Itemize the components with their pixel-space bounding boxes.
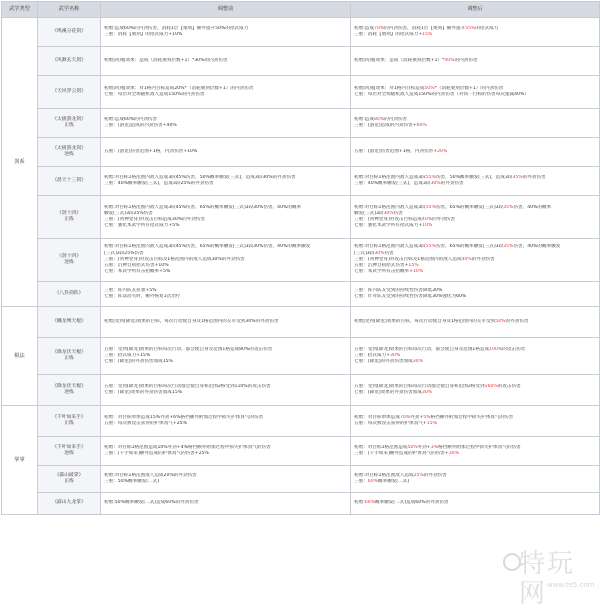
text-segment: 初始|受到[降龙]效果的目标，每次行动使自身及1格范围内的友军受到 [354, 318, 496, 324]
before-text-cell [101, 466, 351, 493]
text-segment: 七重：阵法消失时，额外恢复1次治疗 [104, 294, 181, 299]
before-text-cell [101, 196, 351, 239]
before-line [104, 149, 347, 155]
skill-name-cell [38, 167, 101, 196]
skill-name-cell [38, 282, 101, 307]
text-segment: 初始:造成60%的内劲伤害 [104, 116, 158, 122]
text-segment: 的内劲伤害 [384, 116, 408, 122]
skill-name-cell [38, 239, 101, 282]
before-text-cell [101, 138, 351, 167]
after-line [354, 421, 596, 427]
text-segment: 的外劲伤害 [423, 472, 447, 478]
text-segment: 的招式威力 [475, 25, 499, 31]
highlighted-value: 10% [422, 223, 433, 229]
skill-name: 《霹山九龙掌》 [52, 500, 86, 506]
skill-name: 《剑十四》 [57, 253, 81, 259]
skill-name: 《降龙伏天棍》 [52, 349, 86, 355]
text-segment: 三重：阵内队友受到的持续性伤害降低30% [354, 287, 443, 293]
skill-name-cell [38, 375, 101, 406]
watermark-circle-icon [503, 553, 521, 571]
after-line [354, 451, 596, 457]
highlighted-value: 70% [373, 25, 385, 31]
header-category: 武学类型 [2, 2, 38, 18]
text-segment: 初始:对目标1格范围内敌人造成3段 [354, 174, 426, 180]
after-line [354, 500, 596, 506]
highlighted-value: 10% [412, 269, 424, 275]
highlighted-value: 5% [423, 414, 431, 420]
skill-name-cell [38, 18, 101, 47]
text-segment: [三式]3段 [354, 250, 375, 256]
skill-name-cell [38, 437, 101, 466]
text-segment: 的内劲伤害 [454, 57, 478, 63]
after-text-cell [351, 406, 600, 437]
skill-name: 《天风穿云剑》 [52, 88, 86, 94]
highlighted-value: 35% [503, 244, 514, 250]
text-segment: 初始:对目标1格范围敌人造成20%的外劲伤害 [104, 472, 197, 478]
text-segment: [三式]3段25%伤害 [104, 250, 144, 256]
text-segment: 外劲+ [410, 414, 424, 420]
text-segment: 伤害 [393, 210, 403, 216]
header-after: 调整后 [351, 2, 600, 18]
text-segment: 概率触发[二式] [378, 479, 410, 484]
page [1, 1, 599, 609]
text-segment: 五重：受到[降龙]效果的目标每次行动都会使自身和范围2格受到 [354, 383, 485, 389]
skill-name-cell [38, 338, 101, 375]
table-row [2, 466, 600, 493]
text-segment: 五重：每次被攻击获得的护体真气+25% [104, 421, 187, 426]
text-segment: 初始:对目标1格范围内敌人造成3段45%伤害，50%概率触发[三式]，造成3段30%的外劲伤害 [104, 174, 296, 180]
text-segment: 三重：[游龙]造成的内劲伤害+40% [104, 123, 177, 128]
before-text-cell [101, 338, 351, 375]
before-line [104, 223, 347, 229]
text-segment: 七重：[降龙]效果的外劲伤害加成 [354, 390, 422, 395]
header-before: 调整前 [101, 2, 351, 18]
highlighted-value: 160% [484, 383, 498, 389]
after-text-cell [351, 338, 600, 375]
text-segment: 三重：招式威力+ [354, 352, 391, 358]
after-line [354, 58, 596, 64]
text-segment: 初始:50%概率触发[二式]造成60%的外劲伤害 [104, 500, 199, 506]
watermark-logo [499, 547, 599, 609]
text-segment: 三重：阵内队友抗暑+5% [104, 287, 157, 293]
table-row [2, 406, 600, 437]
skill-variant: 逆练 [64, 390, 74, 395]
text-segment: 三重：消耗【栗刻】的招式威力+ [354, 32, 423, 37]
skill-name: 《晨天十三剑》 [52, 177, 86, 183]
skill-name: 《太极游龙剑》 [52, 145, 86, 151]
text-segment: 五重：每次被攻击获得的护体真气+ [354, 421, 427, 426]
text-segment: 概率触发[二式]造成60%的外劲伤害 [374, 500, 449, 506]
text-segment: 初始|风翔|效果：对1格内目标造成 [354, 85, 425, 91]
after-line [354, 92, 596, 98]
text-segment: 七重：强化本武学所有招式威力+5% [104, 223, 180, 229]
after-text-cell [351, 282, 600, 307]
after-text-cell [351, 375, 600, 406]
skill-name-cell [38, 76, 101, 109]
table-row [2, 47, 600, 76]
skill-name: 《鸣溪分花剑》 [52, 28, 86, 34]
skill-name: 《蟠龙缚天棍》 [52, 318, 86, 324]
text-segment: 三重：50%概率触发[二式] [104, 479, 160, 484]
highlighted-value: 50% [424, 85, 435, 91]
skill-name-cell [38, 196, 101, 239]
after-line [354, 479, 596, 485]
before-text-cell [101, 437, 351, 466]
text-segment: 五重：沉神自损招式伤害+10% [104, 263, 169, 269]
highlighted-value: 35% [503, 204, 514, 210]
text-segment: 外劲+ [417, 444, 431, 450]
after-text-cell [351, 437, 600, 466]
highlighted-value: 70% [399, 414, 411, 420]
text-segment: 初始：对目标1格范围造成10%外劲+4%格挡额外附加过程中损失护体真气的伤害 [104, 444, 271, 450]
after-text-cell [351, 138, 600, 167]
highlighted-value: 100% [489, 346, 503, 352]
text-segment: 初始:造成 [354, 116, 374, 122]
text-segment: 七重：本武学所有击招概率+ [354, 269, 413, 275]
text-segment: 三重：[游龙]造成的内劲伤害+ [354, 123, 417, 128]
after-text-cell [351, 307, 600, 338]
text-segment: 初始|风翔|效果：造成（消耗栗刻层数+1）*30%的内劲伤害 [104, 57, 228, 63]
text-segment: 的外劲伤害 [505, 318, 529, 324]
text-segment: 初始：对目标单体造成15%外劲+6%格挡额外附加过程中损失护体真气的伤害 [104, 414, 264, 420]
highlighted-value: 30% [383, 210, 394, 216]
after-line [354, 223, 596, 229]
after-text-cell [351, 196, 600, 239]
after-text-cell [351, 466, 600, 493]
table-row [2, 338, 600, 375]
highlighted-value: 30% [374, 250, 385, 256]
text-segment: 三重：[剑神金身]对攻击目标及1格范围内的敌人造成30%的外劲伤害 [104, 256, 245, 262]
skill-name-cell [38, 466, 101, 493]
highlighted-value: 40% [461, 256, 472, 262]
skill-name: 《千叶如来手》 [52, 444, 86, 450]
text-segment: 初始：对目标单体造成 [354, 414, 400, 420]
text-segment: 的内劲伤害，消耗1层【栗刻】额外提升 [384, 25, 466, 31]
text-segment: 初始|风翔|效果：对1格内目标造成20%*（消耗栗刻层数+1）的内劲伤害 [104, 85, 254, 91]
skill-name: 《剑十四》 [57, 210, 81, 216]
before-line [104, 32, 347, 38]
highlighted-value: 60% [367, 479, 379, 484]
skill-name-cell [38, 307, 101, 338]
text-segment: 五重：[游龙]伤害范围+1格，内劲伤害+ [354, 148, 438, 154]
text-segment: 初始:造成60%的内劲伤害，消耗1层【栗刻】额外提升50%的招式威力 [104, 25, 249, 31]
highlighted-value: 30% [390, 352, 401, 358]
before-text-cell [101, 167, 351, 196]
skill-variant: 逆练 [64, 152, 74, 157]
highlighted-value: 15% [426, 421, 437, 426]
after-text-cell [351, 109, 600, 138]
text-segment: 三重：招式威力+15% [104, 352, 151, 358]
table-row [2, 437, 600, 466]
text-segment: 初始：对目标1格范围造成 [354, 444, 408, 450]
after-line [354, 149, 596, 155]
text-segment: 初始:对目标1格范围内敌人造成3段45%伤害，65%的概率触发[三式]3段30%伤害，40%的概率 [104, 204, 302, 210]
skill-name: 《降龙伏天棍》 [52, 383, 86, 389]
table-row [2, 167, 600, 196]
text-segment: 初始|风翔|效果：造成（消耗栗刻层数+1）* [354, 57, 445, 63]
after-line [354, 319, 596, 325]
text-segment: 五重：沉神自损招式伤害+ [354, 263, 409, 269]
highlighted-value: 30% [421, 390, 433, 395]
text-segment: 格挡额外附加过程中损失护体真气的伤害 [430, 414, 514, 420]
highlighted-value: 55% [425, 174, 436, 180]
highlighted-value: 40% [421, 217, 433, 222]
highlighted-value: 40% [444, 57, 455, 63]
table-row [2, 375, 600, 406]
text-segment: 五重：受到[降龙]效果的目标每次行动，都会使自身及范围1格造成80%的攻击伤害 [104, 346, 273, 352]
highlighted-value: 60% [416, 123, 427, 128]
text-segment: 伤害，40%的概率 [513, 204, 552, 210]
skill-variant: 正练 [64, 421, 74, 426]
text-segment: 初始:对目标1格范围敌人造成 [354, 472, 414, 478]
highlighted-value: 50% [407, 444, 418, 450]
highlighted-value: 60% [364, 500, 375, 506]
before-text-cell [101, 109, 351, 138]
text-segment: 的外劲伤害 [432, 217, 456, 222]
text-segment: 七重：强化本武学所有招式威力+ [354, 223, 423, 229]
skill-variant: 逆练 [64, 451, 74, 456]
table-header-row [2, 2, 600, 18]
skill-variant: 逆练 [64, 260, 74, 265]
text-segment: 三重：[剑神金身]对攻击目标造成 [354, 217, 422, 222]
text-segment: 三重：[剑神金身]对攻击目标造成30%的外劲伤害 [104, 217, 206, 222]
text-segment: 伤害，50%概率触发[三式]，造成3段 [435, 174, 513, 180]
skill-name-cell [38, 109, 101, 138]
text-segment: 初始|受到[降龙]效果的目标，每次行动使自身及1格范围内的友军受到30%的外劲伤害 [104, 318, 279, 324]
highlighted-value: 30% [412, 359, 423, 365]
highlighted-value: 15% [408, 263, 419, 269]
text-segment: 三重：40%概率触发[三式]，造成3段 [354, 181, 431, 186]
text-segment: 三重：[剑神金身]对攻击目标及1格范围内的敌人造成 [354, 256, 462, 262]
before-line [104, 92, 347, 98]
category-cell: 掌掌 [2, 406, 38, 515]
highlighted-value: 55% [465, 25, 476, 31]
table-row [2, 282, 600, 307]
text-segment: 的外劲伤害 [522, 174, 546, 180]
after-text-cell [351, 239, 600, 282]
text-segment: 格挡额外附加过程中损失护体真气的伤害 [438, 444, 521, 450]
text-segment: 初始: [354, 500, 365, 506]
after-line [354, 294, 596, 300]
text-segment: 的外劲伤害 [440, 181, 464, 186]
after-line [354, 269, 596, 275]
highlighted-value: 30% [448, 451, 459, 456]
before-line [104, 500, 347, 506]
text-segment: 初始:造成 [354, 25, 374, 31]
highlighted-value: 30% [430, 181, 441, 186]
after-line [354, 181, 596, 187]
text-segment: 的攻击伤害 [497, 383, 521, 389]
before-text-cell [101, 493, 351, 515]
text-segment: 的攻击伤害 [502, 346, 526, 352]
text-segment: 五重：受到[降龙]效果的目标每次行动都会使自身和范围2格受到110%的攻击伤害 [104, 383, 271, 389]
skill-name: 《八卦剑阵》 [54, 290, 84, 296]
highlighted-value: 35% [512, 174, 523, 180]
skill-name: 《太极游龙剑》 [52, 116, 86, 122]
skill-name: 《千叶如来手》 [52, 414, 86, 420]
text-segment: 触发[三式]3段25%伤害 [104, 210, 153, 216]
after-text-cell [351, 493, 600, 515]
table-row [2, 18, 600, 47]
skill-name-cell [38, 138, 101, 167]
text-segment: 七重：每层对全场随机敌人造成150%的内劲伤害 [104, 92, 205, 97]
before-text-cell [101, 375, 351, 406]
text-segment: *（消耗栗刻层数+1）的内劲伤害 [434, 85, 504, 91]
text-segment: 三重：[千手如来]额外造成的护体真气的伤害+25% [104, 451, 209, 456]
table-row [2, 196, 600, 239]
table-row [2, 76, 600, 109]
before-line [104, 359, 347, 365]
skill-name-cell [38, 493, 101, 515]
skill-name: 《风舞玄天剑》 [52, 57, 86, 63]
after-line [354, 390, 596, 396]
text-segment: 的外劲伤害 [471, 256, 495, 262]
highlighted-value: 15% [422, 32, 433, 37]
before-line [104, 319, 347, 325]
after-text-cell [351, 47, 600, 76]
text-segment: 七重：本武学所有击招概率+5% [104, 269, 171, 275]
text-segment: 三重：40%概率触发[三式]，造成3段25%的外劲伤害 [104, 181, 214, 186]
after-line [354, 359, 596, 365]
highlighted-value: 80% [373, 116, 385, 122]
watermark-url-text: www.te5.com [547, 581, 595, 589]
before-text-cell [101, 282, 351, 307]
highlighted-value: 55% [425, 204, 436, 210]
text-segment: 七重：[降龙]效果的外劲伤害加成15% [104, 390, 183, 395]
after-line [354, 123, 596, 129]
table-row [2, 493, 600, 515]
highlighted-value: 20% [437, 148, 448, 154]
table-row [2, 239, 600, 282]
before-text-cell [101, 18, 351, 47]
after-text-cell [351, 18, 600, 47]
before-line [104, 123, 347, 129]
text-segment: 七重：每层对全场随机敌人造成150%的内劲伤害（对同一目标的伤害每次递减40%） [354, 92, 529, 97]
text-segment: 伤害，40%的概率触发 [513, 244, 561, 250]
text-segment: 伤害，65%的概率触发[三式]3段 [435, 204, 504, 210]
skill-name-cell [38, 406, 101, 437]
text-segment: 五重：[游龙]伤害范围+1格，内劲伤害+10% [104, 148, 198, 154]
text-segment: 伤害 [384, 250, 394, 256]
before-line [104, 451, 347, 457]
before-line [104, 479, 347, 485]
adjustment-table [1, 1, 600, 515]
before-line [104, 58, 347, 64]
after-text-cell [351, 76, 600, 109]
table-row [2, 138, 600, 167]
text-segment: 七重：针对队友受到的持续性伤害降低30%强化为60% [354, 294, 467, 299]
table-body [2, 18, 600, 515]
after-line [354, 32, 596, 38]
text-segment: 三重：消耗【栗刻】的招式威力+10% [104, 32, 183, 37]
skill-name: 《霹山破掌》 [54, 472, 84, 478]
highlighted-value: 25% [413, 472, 424, 478]
before-line [104, 390, 347, 396]
before-line [104, 421, 347, 427]
before-text-cell [101, 47, 351, 76]
before-line [104, 181, 347, 187]
before-text-cell [101, 307, 351, 338]
text-segment: 初始:对目标1格范围内敌人造成3段45%伤害，65%的概率触发[三式]3段30%伤害，40%的概率触发 [104, 244, 311, 250]
skill-name-cell [38, 47, 101, 76]
before-text-cell [101, 406, 351, 437]
text-segment: 初始:对目标1格范围内敌人造成3段 [354, 244, 426, 250]
highlighted-value: 55% [425, 244, 436, 250]
text-segment: 三重：[千手如来]额外造成的护体真气的伤害+ [354, 451, 449, 456]
header-skill-name: 武学名称 [38, 2, 101, 18]
skill-variant: 正练 [64, 479, 74, 484]
skill-variant: 正练 [64, 217, 74, 222]
category-cell: 剑系 [2, 18, 38, 307]
before-text-cell [101, 76, 351, 109]
skill-variant: 正练 [64, 356, 74, 361]
text-segment: 七重：[降龙]的外劲伤害加成 [354, 359, 413, 365]
text-segment: 伤害，65%的概率触发[三式]3段 [435, 244, 504, 250]
category-cell: 棍法 [2, 307, 38, 406]
text-segment: 初始:对目标1格范围内敌人造成3段 [354, 204, 426, 210]
watermark-main-text: 特玩网 [519, 549, 576, 609]
text-segment: 五重：受到[降龙]效果的目标每次行动，都会使自身及范围1格造成 [354, 346, 490, 352]
highlighted-value: 50% [495, 318, 506, 324]
text-segment: 七重：[降龙]的外劲伤害加成15% [104, 359, 173, 365]
before-text-cell [101, 239, 351, 282]
before-line [104, 269, 347, 275]
text-segment: 三重： [354, 479, 368, 484]
table-row [2, 307, 600, 338]
highlighted-value: 3% [430, 444, 439, 450]
table-row [2, 109, 600, 138]
before-line [104, 294, 347, 300]
text-segment: 触发[三式]3段 [354, 210, 384, 216]
skill-variant: 正练 [64, 123, 74, 128]
after-text-cell [351, 167, 600, 196]
